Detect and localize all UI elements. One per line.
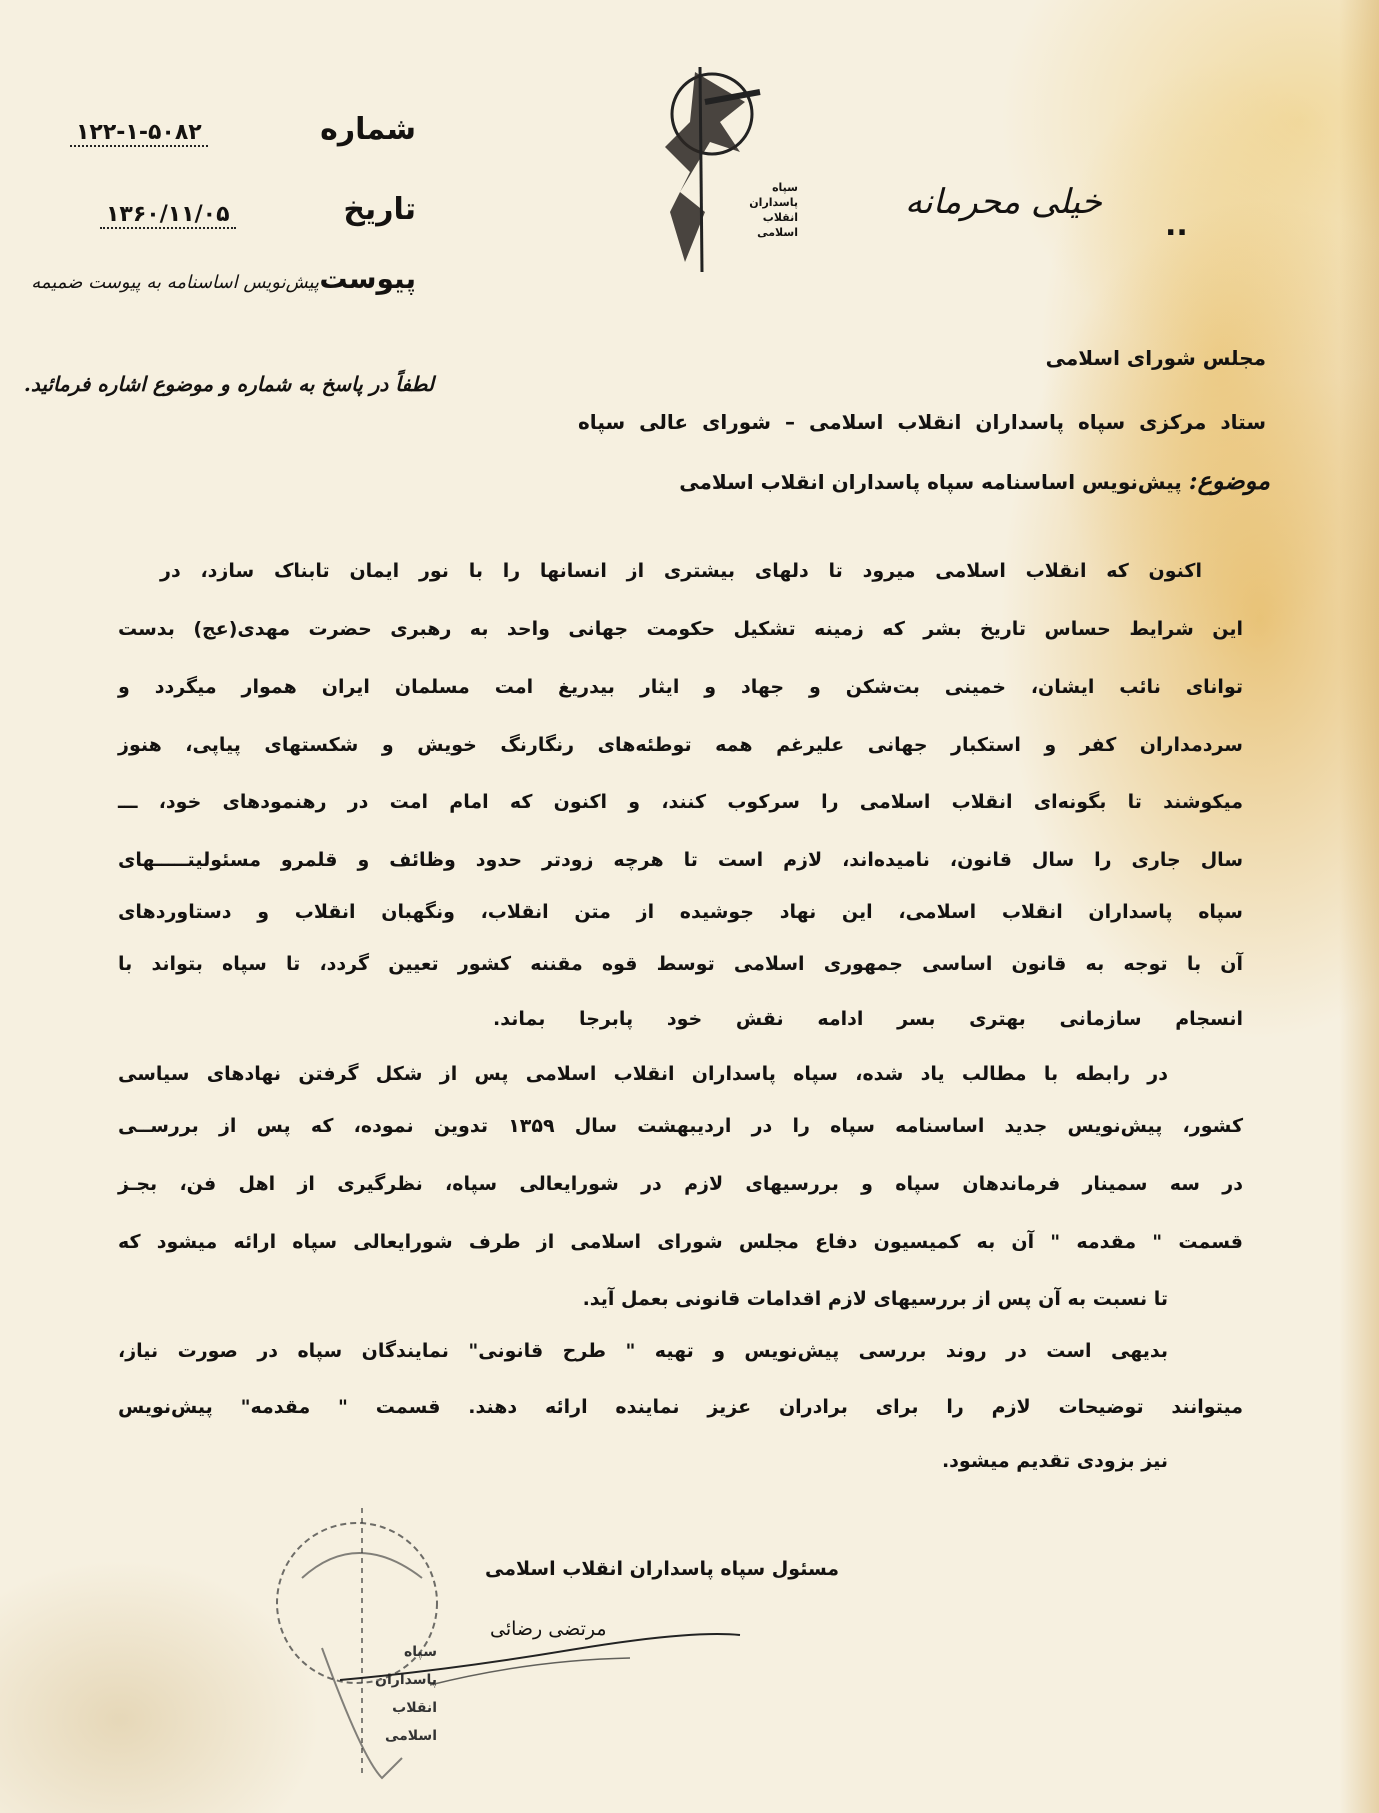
stamp-text: سپاه پاسداران انقلاب اسلامی <box>375 1644 437 1744</box>
body-line: در سه سمینار فرماندهان سپاه و بررسیهای لازم در شورایعالی سپاه، نظرگیری از اهل فن، بجـز <box>118 1173 1243 1195</box>
attachment-value: پیش‌نویس اساسنامه به پیوست ضمیمه <box>31 272 319 293</box>
body-line: میتوانند توضیحات لازم را برای برادران عزیز نماینده ارائه دهند. قسمت " مقدمه" پیش‌نویس <box>118 1396 1243 1418</box>
signatory-name: مرتضی رضائی <box>490 1618 607 1640</box>
recipient: مجلس شورای اسلامی <box>1045 346 1266 370</box>
body-line: بدیهی است در روند بررسی پیش‌نویس و تهیه " طرح قانونی" نمایندگان سپاه در صورت نیاز، <box>118 1340 1168 1362</box>
date-label: تاریخ <box>343 192 416 227</box>
attachment-label: پیوست <box>319 262 416 295</box>
aged-paper-edge <box>1339 0 1379 1813</box>
subject-label: موضوع: <box>1188 466 1270 495</box>
classification-marks: .. <box>1165 208 1188 243</box>
signatory-title: مسئول سپاه پاسداران انقلاب اسلامی <box>485 1558 840 1580</box>
body-line: قسمت " مقدمه " آن به کمیسیون دفاع مجلس شورای اسلامی از طرف شورایعالی سپاه ارائه میشود که <box>118 1231 1243 1253</box>
irgc-emblem <box>650 62 810 287</box>
body-line: سپاه پاسداران انقلاب اسلامی، این نهاد جوشیده از متن انقلاب، ونگهبان انقلاب و دستاوردهای <box>118 901 1243 923</box>
emblem-text: سپاه پاسداران انقلاب اسلامی <box>749 181 798 239</box>
body-line: انسجام سازمانی بهتری بسر ادامه نقش خود پابرجا بماند. <box>493 1008 1243 1030</box>
signature-scribble-icon <box>330 1630 750 1690</box>
body-line: سردمداران کفر و استکبار جهانی علیرغم همه توطئه‌های رنگارنگ خویش و شکستهای پیاپی، هنوز <box>118 734 1243 756</box>
subject-line <box>679 466 1270 495</box>
body-line: سال جاری را سال قانون، نامیده‌اند، لازم است تا هرچه زودتر حدود وظائف و قلمرو مسئولیتـــــهای <box>118 849 1243 871</box>
body-line: کشور، پیش‌نویس جدید اساسنامه سپاه را در اردیبهشت سال ۱۳۵۹ تدوین نموده، که پس از بررســی <box>118 1115 1243 1137</box>
reply-note: لطفاً در پاسخ به شماره و موضوع اشاره فرمائید. <box>23 372 434 396</box>
body-line: توانای نائب ایشان، خمینی بت‌شکن و جهاد و ایثار بیدریغ امت مسلمان ایران هموار میگردد و <box>118 676 1243 698</box>
body-line: تا نسبت به آن پس از بررسیهای لازم اقدامات قانونی بعمل آید. <box>582 1288 1168 1310</box>
body-line: میکوشند تا بگونه‌ای انقلاب اسلامی را سرکوب کنند، و اکنون که امام امت در رهنمودهای خود، ـــ <box>118 791 1243 813</box>
body-line: اکنون که انقلاب اسلامی میرود تا دلهای بیشتری از انسانها را با نور ایمان تابناک سازد، در <box>160 560 1202 582</box>
number-label: شماره <box>320 112 416 147</box>
irgc-emblem-icon <box>650 62 810 287</box>
body-line: این شرایط حساس تاریخ بشر که زمینه تشکیل حکومت جهانی واحد به رهبری حضرت مهدی(عج) بدست <box>118 618 1243 640</box>
sender: ستاد مرکزی سپاه پاسداران انقلاب اسلامی – شورای عالی سپاه <box>578 410 1266 434</box>
body-line: نیز بزودی تقدیم میشود. <box>941 1450 1168 1472</box>
date-value: ۱۳۶۰/۱۱/۰۵ <box>100 202 236 229</box>
body-line: آن با توجه به قانون اساسی جمهوری اسلامی توسط قوه مقننه کشور تعیین گردد، تا سپاه بتواند با <box>118 953 1243 975</box>
classification-handwritten: خیلی محرمانه <box>905 182 1102 222</box>
body-line: در رابطه با مطالب یاد شده، سپاه پاسداران انقلاب اسلامی پس از شکل گرفتن نهادهای سیاسی <box>118 1063 1168 1085</box>
number-value: ۱۲۲-۱-۵۰۸۲ <box>70 120 208 147</box>
subject-text: پیش‌نویس اساسنامه سپاه پاسداران انقلاب اسلامی <box>679 470 1182 494</box>
